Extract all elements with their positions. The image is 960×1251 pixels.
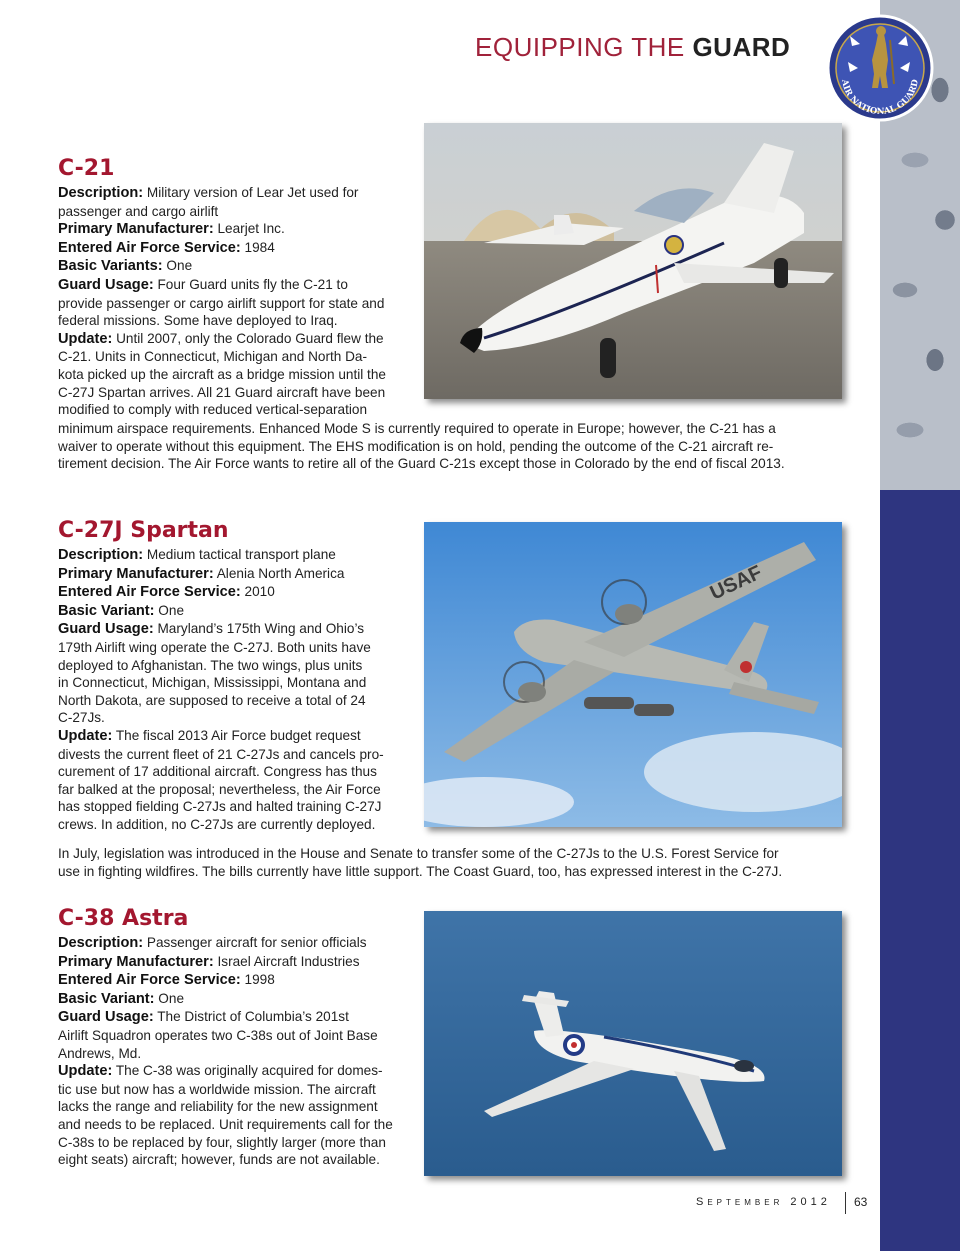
header-title-bold: GUARD	[692, 32, 791, 62]
field-value: divests the current fleet of 21 C-27Js and cancels pro-	[58, 746, 384, 762]
field-label: Entered Air Force Service:	[58, 584, 241, 601]
field-value: modified to comply with reduced vertical-separation	[58, 402, 368, 418]
field-line	[58, 401, 838, 419]
field-value: C-27J Spartan arrives. All 21 Guard aircraft have been	[58, 384, 386, 400]
field-value: One	[162, 258, 193, 274]
field-value: One	[154, 602, 185, 618]
field-value: C-38s to be replaced by four, slightly larger (more than	[58, 1134, 386, 1150]
field-value: Israel Aircraft Industries	[213, 953, 360, 969]
field-label: Basic Variants:	[58, 258, 163, 275]
field-value: has stopped fielding C-27Js and halted training C-27J	[58, 799, 382, 815]
field-label: Guard Usage:	[58, 1009, 154, 1026]
field-value: Until 2007, only the Colorado Guard flew the	[112, 330, 384, 346]
field-label: Guard Usage:	[58, 621, 154, 638]
field-value: North Dakota, are supposed to receive a total of 24	[58, 692, 366, 708]
field-value: 1998	[240, 972, 275, 988]
field-value: Military version of Lear Jet used for	[143, 185, 359, 200]
section-c21-full-text	[58, 420, 838, 473]
emblem-text: AIR NATIONAL GUARD	[839, 78, 921, 118]
field-value: in Connecticut, Michigan, Mississippi, Montana and	[58, 675, 367, 691]
field-value: C-21. Units in Connecticut, Michigan and North Da-	[58, 349, 368, 365]
field-label: Description:	[58, 185, 144, 201]
field-value: lacks the range and reliability for the new assignment	[58, 1099, 378, 1115]
field-value: far balked at the proposal; nevertheless, the Air Force	[58, 781, 381, 797]
field-value: curement of 17 additional aircraft. Congress has thus	[58, 764, 377, 780]
field-value: The C-38 was originally acquired for domes-	[112, 1063, 383, 1079]
body-text-line: tirement decision. The Air Force wants to retire all of the Guard C-21s except those in Colorado by the end of fiscal 2013.	[58, 456, 785, 472]
field-value: deployed to Afghanistan. The two wings, plus units	[58, 657, 363, 673]
field-label: Entered Air Force Service:	[58, 972, 241, 989]
field-value: Passenger aircraft for senior officials	[143, 935, 367, 950]
c27j-usaf-text: USAF	[706, 561, 766, 605]
field-value: Andrews, Md.	[58, 1045, 142, 1061]
field-value: crews. In addition, no C-27Js are currently deployed.	[58, 816, 376, 832]
c38-photo	[424, 911, 842, 1176]
section-title: C-38 Astra	[58, 906, 189, 931]
page-header-title	[475, 32, 820, 63]
field-label: Update:	[58, 1063, 113, 1080]
field-label: Primary Manufacturer:	[58, 953, 214, 970]
field-label: Description:	[58, 935, 144, 951]
field-label: Primary Manufacturer:	[58, 565, 214, 582]
c21-photo	[424, 123, 842, 399]
field-value: provide passenger or cargo airlift support for state and	[58, 295, 385, 311]
field-value: 1984	[240, 239, 275, 255]
c27j-aircraft-image	[424, 522, 842, 827]
body-text-line: waiver to operate without this equipment. The EHS modification is on hold, pending the outcome of the C-21 aircraft re-	[58, 438, 774, 454]
page-number: 63	[854, 1195, 868, 1209]
field-value: Learjet Inc.	[213, 221, 285, 237]
field-value: federal missions. Some have deployed to Iraq.	[58, 313, 338, 329]
footer-divider	[845, 1192, 846, 1214]
field-value: The fiscal 2013 Air Force budget request	[112, 727, 361, 743]
field-value: The District of Columbia’s 201st	[153, 1009, 349, 1025]
field-value: Medium tactical transport plane	[143, 547, 336, 562]
header-title-light: EQUIPPING THE	[475, 32, 693, 62]
body-text-line: In July, legislation was introduced in the House and Senate to transfer some of the C-27Js to the U.S. Forest Service for	[58, 846, 779, 861]
field-label: Primary Manufacturer:	[58, 221, 214, 238]
field-label: Entered Air Force Service:	[58, 239, 241, 256]
navy-side-strip	[880, 490, 960, 1251]
section-title: C-27J Spartan	[58, 518, 229, 543]
field-value: One	[154, 990, 185, 1006]
body-text-line: use in fighting wildfires. The bills currently have little support. The Coast Guard, too, has expressed interest in the C-27J.	[58, 863, 783, 879]
section-c27j-full-text	[58, 845, 838, 880]
field-value: Maryland’s 175th Wing and Ohio’s	[153, 621, 365, 637]
field-value: 179th Airlift wing operate the C-27J. Both units have	[58, 639, 371, 655]
field-value: Alenia North America	[213, 565, 345, 581]
field-label: Basic Variant:	[58, 602, 155, 619]
field-label: Basic Variant:	[58, 990, 155, 1007]
field-value: Airlift Squadron operates two C-38s out of Joint Base	[58, 1027, 378, 1043]
field-value: tic use but now has a worldwide mission. The aircraft	[58, 1081, 376, 1097]
field-value: C-27Js.	[58, 710, 105, 726]
c27j-photo	[424, 522, 842, 827]
field-label: Update:	[58, 330, 113, 347]
field-value: passenger and cargo airlift	[58, 203, 219, 219]
footer-month: September 2012	[696, 1196, 831, 1208]
c21-aircraft-image	[424, 123, 842, 399]
field-value: and needs to be replaced. Unit requirements call for the	[58, 1116, 393, 1132]
field-value: 2010	[240, 584, 275, 600]
field-value: kota picked up the aircraft as a bridge mission until the	[58, 366, 386, 382]
field-value: Four Guard units fly the C-21 to	[153, 276, 348, 292]
c38-aircraft-image	[424, 911, 842, 1176]
section-title: C-21	[58, 156, 115, 181]
field-value: eight seats) aircraft; however, funds are not available.	[58, 1152, 380, 1168]
field-label: Guard Usage:	[58, 276, 154, 293]
body-text-line: minimum airspace requirements. Enhanced Mode S is currently required to operate in Europe; however, the C-21 has a	[58, 421, 776, 436]
air-national-guard-emblem	[826, 14, 934, 122]
field-label: Update:	[58, 727, 113, 744]
field-label: Description:	[58, 547, 144, 563]
